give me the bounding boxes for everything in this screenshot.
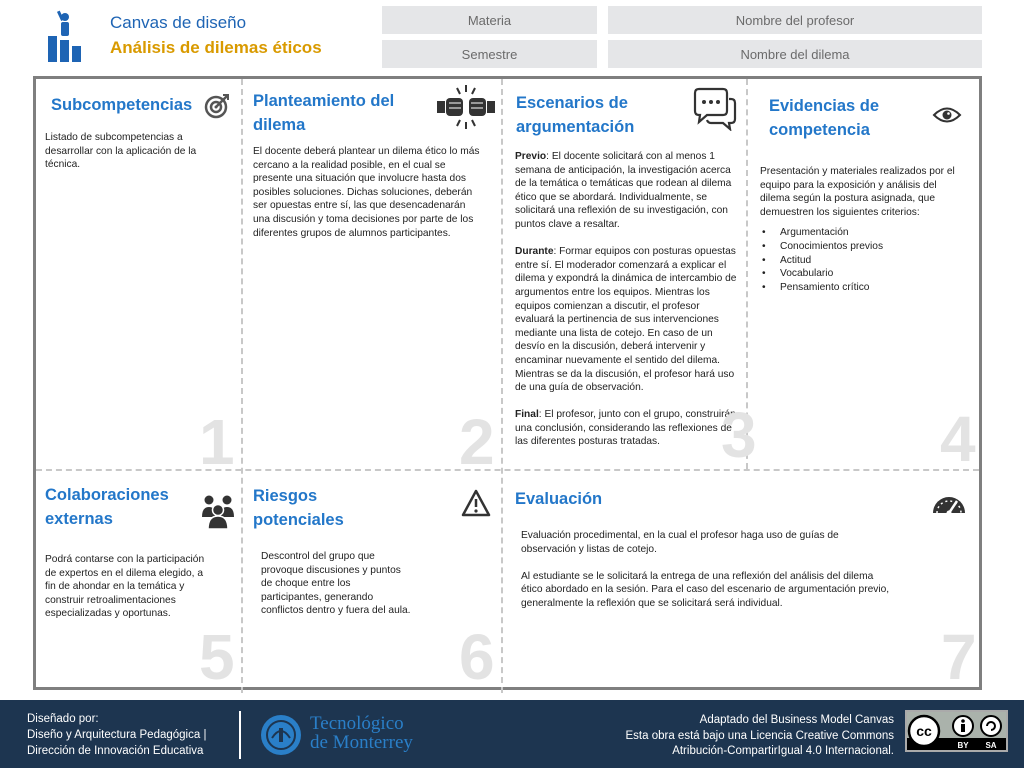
cell-evidencias [748, 79, 979, 475]
cell-number: 3 [721, 399, 757, 471]
eye-icon [932, 105, 962, 125]
evidencias-text: Presentación y materiales realizados por el equipo para la exposición y análisis del dilema según la postura asignada, que demuestren los siguientes criterios: [760, 166, 955, 218]
header [0, 0, 1024, 76]
target-icon [204, 93, 230, 119]
cell-number: 7 [941, 621, 977, 693]
phase-label-durante: Durante [515, 246, 554, 258]
cell-body: Listado de subcompetencias a desarrollar con la aplicación de la técnica. [45, 132, 197, 171]
tec-line: Tecnológico [310, 713, 404, 734]
license-line: Esta obra está bajo una Licencia Creative Commons [625, 729, 894, 742]
cell-title-line: Riesgos [253, 487, 318, 505]
cell-escenarios [503, 79, 757, 471]
criteria-list [760, 226, 965, 294]
cell-title [516, 91, 686, 139]
page-subtitle: Análisis de dilemas éticos [110, 38, 322, 57]
cell-riesgos [243, 471, 501, 693]
criteria-item: • Conocimientos previos [760, 240, 965, 254]
criteria-item: • Actitud [760, 254, 965, 268]
cell-body: El docente deberá plantear un dilema ético lo más cercano a la realidad posible, en el cual se presente una situación que involucre hasta dos posibles soluciones. Dichas soluciones, deberán ser opuestas entre sí, las que desencadenarán una discusión y toma decisiones por parte de los diferentes grupos de alumnos participantes. [253, 146, 480, 239]
criteria-item: • Vocabulario [760, 267, 965, 281]
phase-text-final: : El profesor, junto con el grupo, construirán una conclusión, considerando las reflexiones de las diferentes posturas tratadas. [515, 409, 736, 448]
dilema-field[interactable]: Nombre del dilema [608, 40, 982, 68]
materia-field[interactable]: Materia [382, 6, 597, 34]
tec-seal-logo [260, 714, 302, 756]
cell-number: 5 [199, 621, 235, 693]
phase-label-final: Final [515, 409, 539, 421]
cell-colaboraciones [36, 471, 241, 693]
designed-by-line: Dirección de Innovación Educativa [27, 745, 204, 757]
cc-text: cc [916, 723, 932, 739]
phase-label-previo: Previo [515, 151, 547, 162]
footer [0, 700, 1024, 768]
cell-title-line: Colaboraciones [45, 486, 169, 504]
cell-title-line: Evidencias de [769, 97, 880, 115]
cell-body [521, 529, 891, 624]
cell-body [515, 150, 737, 463]
cell-title-line: Planteamiento del [253, 92, 395, 110]
cell-number: 1 [199, 406, 235, 478]
tec-wordmark [310, 714, 413, 752]
gauge-icon [931, 493, 967, 515]
cell-title: Evaluación [515, 490, 603, 508]
cell-number: 6 [459, 621, 495, 693]
cell-title-line: competencia [769, 121, 870, 139]
cell-title [45, 483, 195, 531]
page-title: Canvas de diseño [110, 13, 247, 32]
climbing-person-chart-icon [44, 8, 86, 64]
design-canvas [33, 76, 982, 693]
speech-bubbles-icon [689, 87, 737, 131]
cell-body [760, 165, 965, 294]
semestre-field[interactable]: Semestre [382, 40, 597, 68]
cell-title: Subcompetencias [51, 96, 193, 114]
criteria-item: • Pensamiento crítico [760, 281, 965, 295]
cell-title-line: externas [45, 510, 113, 528]
cc-by-text: BY [957, 741, 969, 750]
cell-body: Podrá contarse con la participación de expertos en el dilema elegido, a fin de ahondar en la temática y construir retroalimentaciones especializadas y oportunas. [45, 554, 205, 620]
phase-text-previo: : El docente solicitará con al menos 1 semana de anticipación, la investigación acerca de la temática o temáticas que rodean al dilema ético que se abordará. Individualmente, se solicitará una reflexión de su investigación, con puntos clave a resaltar. [515, 151, 732, 230]
cell-evaluacion [503, 471, 979, 693]
cell-number: 4 [940, 403, 976, 475]
cc-sa-text: SA [985, 741, 997, 750]
designed-by-block [27, 711, 206, 759]
criteria-item: • Argumentación [760, 226, 965, 240]
footer-divider [239, 711, 241, 759]
evaluacion-paragraph: Al estudiante se le solicitará la entrega de una reflexión del análisis del dilema ético abordado en la sesión. Para el caso del escenario de argumentación previo, generalmente la reflexión que se solicitará será individual. [521, 570, 890, 609]
cc-by-sa-icon [907, 712, 1006, 750]
license-block [626, 713, 894, 760]
cell-planteamiento [243, 79, 501, 478]
warning-icon [461, 489, 491, 517]
designed-by-line: Diseño y Arquitectura Pedagógica | [27, 729, 207, 741]
cell-number: 2 [459, 406, 495, 478]
cell-title-line: dilema [253, 116, 306, 134]
cell-title [253, 89, 423, 137]
fist-bump-icon [435, 83, 497, 131]
cell-title [769, 94, 939, 142]
profesor-field[interactable]: Nombre del profesor [608, 6, 982, 34]
cell-title-line: potenciales [253, 511, 344, 529]
license-line: Atribución-CompartirIgual 4.0 Internacional. [672, 745, 894, 757]
creative-commons-badge[interactable] [905, 710, 1008, 752]
evaluacion-paragraph: Evaluación procedimental, en la cual el profesor haga uso de guías de observación y listas de cotejo. [521, 530, 839, 555]
tec-line: de Monterrey [310, 732, 413, 753]
license-line: Adaptado del Business Model Canvas [699, 714, 894, 726]
people-group-icon [201, 493, 235, 529]
cell-subcompetencias [36, 79, 241, 478]
phase-text-durante: : Formar equipos con posturas opuestas entre sí. El moderador comenzará a explicar el dilema y expondrá la dinámica de intercambio de argumentos entre los equipos. Mientras los equipos comienzan a discutir, el profesor evaluará la pertinencia de sus intervenciones mediante una lista de cotejo. En caso de un desvío en la discusión, deberá intervenir y encaminar nuevamente el sentido del dilema. Mientras se da la discusión, el profesor hará uso de una guía de observación. [515, 246, 737, 394]
cell-title [253, 484, 403, 532]
cell-body: Descontrol del grupo que provoque discusiones y puntos de choque entre los participantes, generando conflictos dentro y fuera del aula. [261, 551, 411, 617]
cell-title-line: Escenarios de [516, 94, 628, 112]
cell-title-line: argumentación [516, 118, 635, 136]
designed-by-label: Diseñado por: [27, 713, 99, 725]
